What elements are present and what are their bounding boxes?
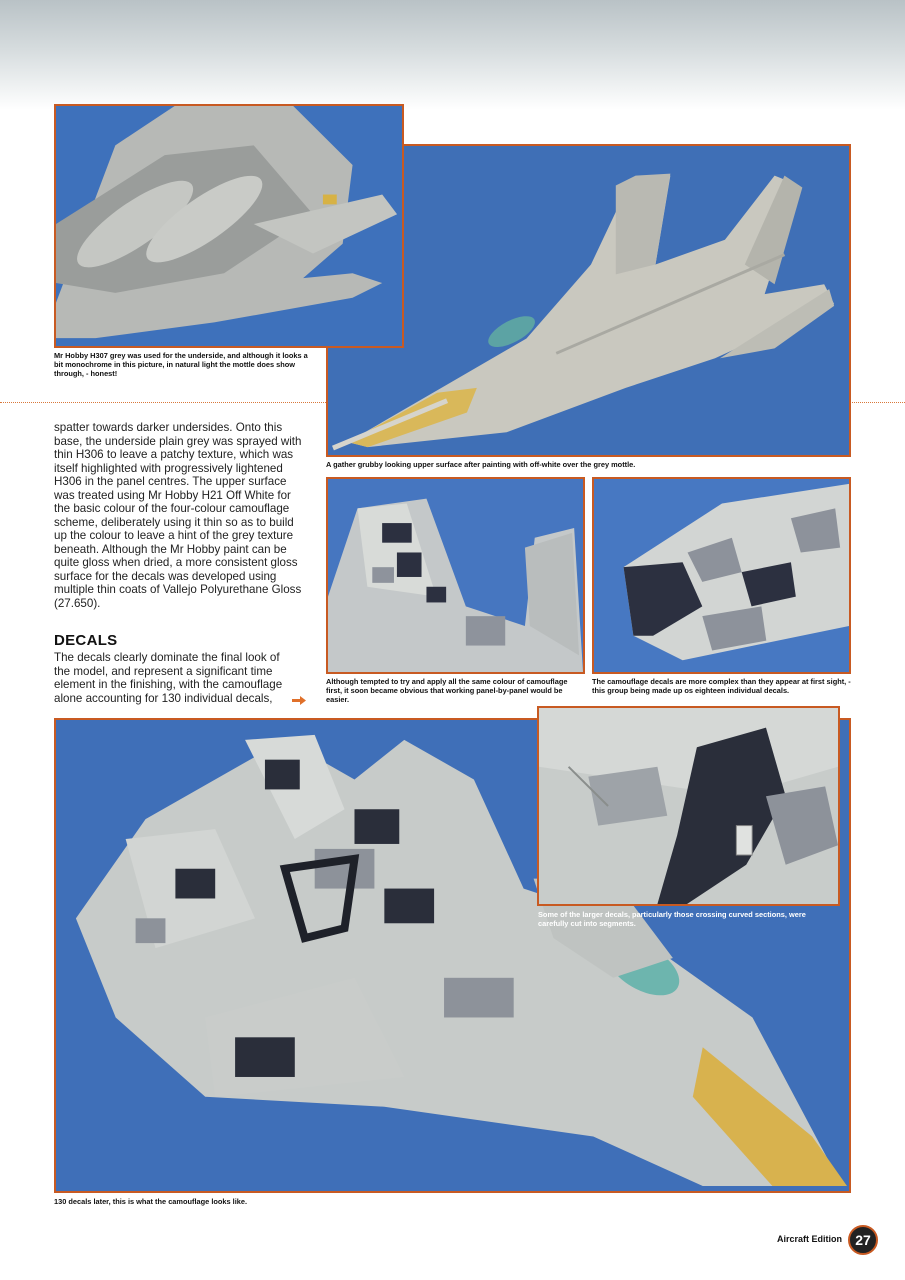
article-paragraph-2: The decals clearly dominate the final look of the model, and represent a significant time element in the finishing, with the camouflage alone accounting for 130 individual decals, [54,651,283,705]
page-number-badge: 27 [848,1225,878,1255]
section-divider-right [852,402,905,403]
section-heading-decals: DECALS [54,632,118,649]
photo-decal-segments [537,706,840,906]
header-gradient-band [0,0,905,110]
photo-wing-decals [592,477,851,674]
photo-upper-surface [326,144,851,457]
publication-name: Aircraft Edition [776,1234,842,1244]
photo-underside [54,104,404,348]
photo-tail-decals [326,477,585,674]
section-divider-left [0,402,330,403]
caption-decal-segments: Some of the larger decals, particularly those crossing curved sections, were carefully cut into segments. [538,910,806,928]
caption-underside: Mr Hobby H307 grey was used for the underside, and although it looks a bit monochrome in this picture, in natural light the mottle does show through, - honest! [54,351,308,378]
caption-upper-surface: A gather grubby looking upper surface after painting with off-white over the grey mottle. [326,460,636,469]
article-paragraph-1: spatter towards darker undersides. Onto this base, the underside plain grey was sprayed with thin H306 to leave a patchy texture, which was itself highlighted with progressively lightened H306 in the panel centres. The upper surface was treated using Mr Hobby H21 Off White for the basic colour of the four-colour camouflage scheme, deliberately using it thin so as to build up the colour to leave a hint of the grey texture beneath. Although the Mr Hobby paint can be quite gloss when dried, a more consistent gloss surface for the decals was developed using multiple thin coats of Vallejo Polyurethane Gloss (27.650). [54,421,302,610]
caption-final-camouflage: 130 decals later, this is what the camouflage looks like. [54,1197,248,1206]
arrow-right-icon [292,696,306,705]
caption-wing-decals: The camouflage decals are more complex than they appear at first sight, - this group being made up os eighteen individual decals. [592,677,851,695]
caption-tail-decals: Although tempted to try and apply all the same colour of camouflage first, it soon became obvious that working panel-by-panel would be easier. [326,677,568,704]
